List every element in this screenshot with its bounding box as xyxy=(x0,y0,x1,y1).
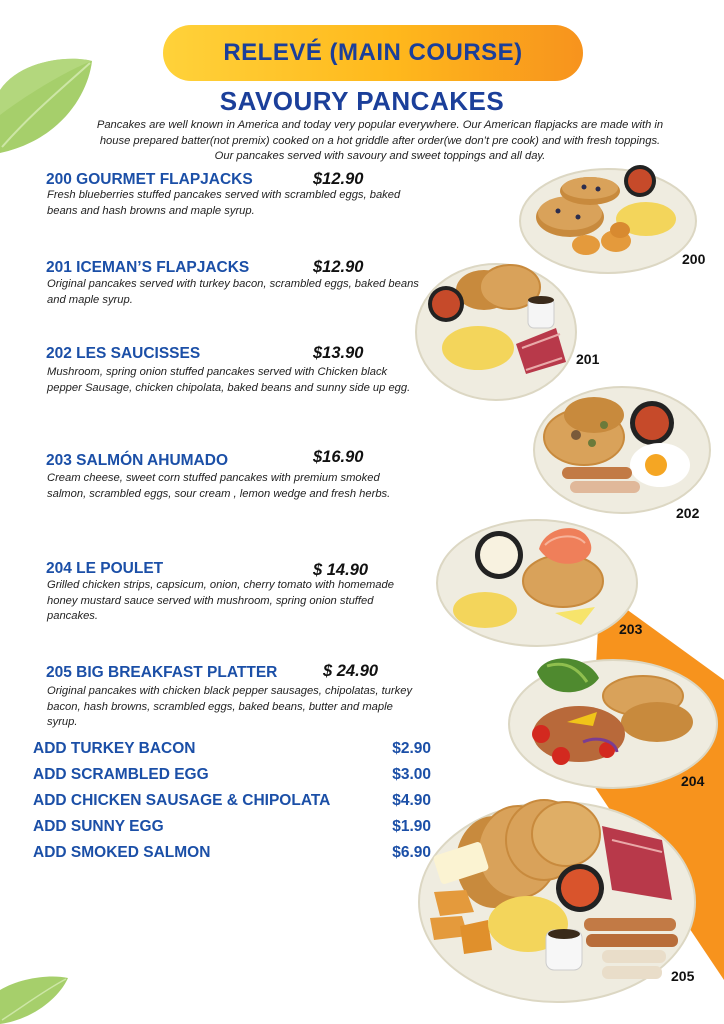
addon-chicken-sausage: ADD CHICKEN SAUSAGE & CHIPOLATA xyxy=(33,792,331,809)
item-201-name: 201 ICEMAN’S FLAPJACKS xyxy=(46,259,250,276)
item-204-desc: Grilled chicken strips, capsicum, onion, cherry tomato with homemade honey mustard sauce served with mushroom, spring onion stuffed pancakes. xyxy=(47,579,394,622)
item-203-price: $16.90 xyxy=(313,448,364,466)
item-205-name: 205 BIG BREAKFAST PLATTER xyxy=(46,664,278,681)
item-204-name: 204 LE POULET xyxy=(46,560,164,577)
addon-turkey-bacon-price: $2.90 xyxy=(392,740,431,757)
item-202-name: 202 LES SAUCISSES xyxy=(46,345,201,362)
item-200-desc: Fresh blueberries stuffed pancakes served with scrambled eggs, baked beans and hash browns and maple syrup. xyxy=(47,189,401,217)
addon-smoked-salmon: ADD SMOKED SALMON xyxy=(33,844,211,861)
dish-200-photo xyxy=(518,165,698,277)
addon-sunny-egg: ADD SUNNY EGG xyxy=(33,818,164,835)
addon-scrambled-egg: ADD SCRAMBLED EGG xyxy=(33,766,209,783)
dish-205-label: 205 xyxy=(671,968,695,984)
leaf-bottom-left-icon xyxy=(0,970,70,1024)
item-201-price: $12.90 xyxy=(313,258,364,276)
dish-205-photo xyxy=(416,800,698,1005)
dish-204-photo xyxy=(507,652,719,790)
dish-203-label: 203 xyxy=(619,621,643,637)
dish-201-label: 201 xyxy=(576,351,600,367)
item-205-desc: Original pancakes with chicken black pepper sausages, chipolatas, turkey bacon, hash browns, scrambled eggs, baked beans, butter and maple syrup. xyxy=(47,685,413,728)
intro-text: Pancakes are well known in America and today very popular everywhere. Our American flapjacks are made with in house prepared batter(not premix) cooked on a hot griddle after order(we don’t pre cook) and with fresh toppings. Our pancakes served with savoury and sweet toppings and all day. xyxy=(96,119,664,162)
page-subtitle: SAVOURY PANCAKES xyxy=(219,86,505,116)
item-200-name: 200 GOURMET FLAPJACKS xyxy=(46,171,253,188)
item-204-price: $ 14.90 xyxy=(313,561,369,579)
addon-chicken-sausage-price: $4.90 xyxy=(392,792,431,809)
addon-smoked-salmon-price: $6.90 xyxy=(392,844,431,861)
section-title: RELEVÉ (MAIN COURSE) xyxy=(223,39,523,66)
dish-202-photo xyxy=(532,385,712,515)
dish-204-label: 204 xyxy=(681,773,705,789)
item-202-price: $13.90 xyxy=(313,344,364,362)
addon-scrambled-egg-price: $3.00 xyxy=(392,766,431,783)
addon-turkey-bacon: ADD TURKEY BACON xyxy=(33,740,196,757)
dish-203-photo xyxy=(435,515,643,650)
item-203-desc: Cream cheese, sweet corn stuffed pancakes with premium smoked salmon, scrambled eggs, sour cream , lemon wedge and fresh herbs. xyxy=(47,472,391,500)
item-202-desc: Mushroom, spring onion stuffed pancakes served with Chicken black pepper Sausage, chicken chipolata, baked beans and sunny side up egg. xyxy=(47,366,411,394)
item-201-desc: Original pancakes served with turkey bacon, scrambled eggs, baked beans and maple syrup. xyxy=(47,278,419,306)
item-205-price: $ 24.90 xyxy=(323,662,379,680)
dish-202-label: 202 xyxy=(676,505,700,521)
item-200-price: $12.90 xyxy=(313,170,364,188)
dish-200-label: 200 xyxy=(682,251,706,267)
section-title-pill xyxy=(163,25,583,81)
addon-sunny-egg-price: $1.90 xyxy=(392,818,431,835)
dish-201-photo xyxy=(414,262,579,402)
item-203-name: 203 SALMÓN AHUMADO xyxy=(46,452,228,469)
